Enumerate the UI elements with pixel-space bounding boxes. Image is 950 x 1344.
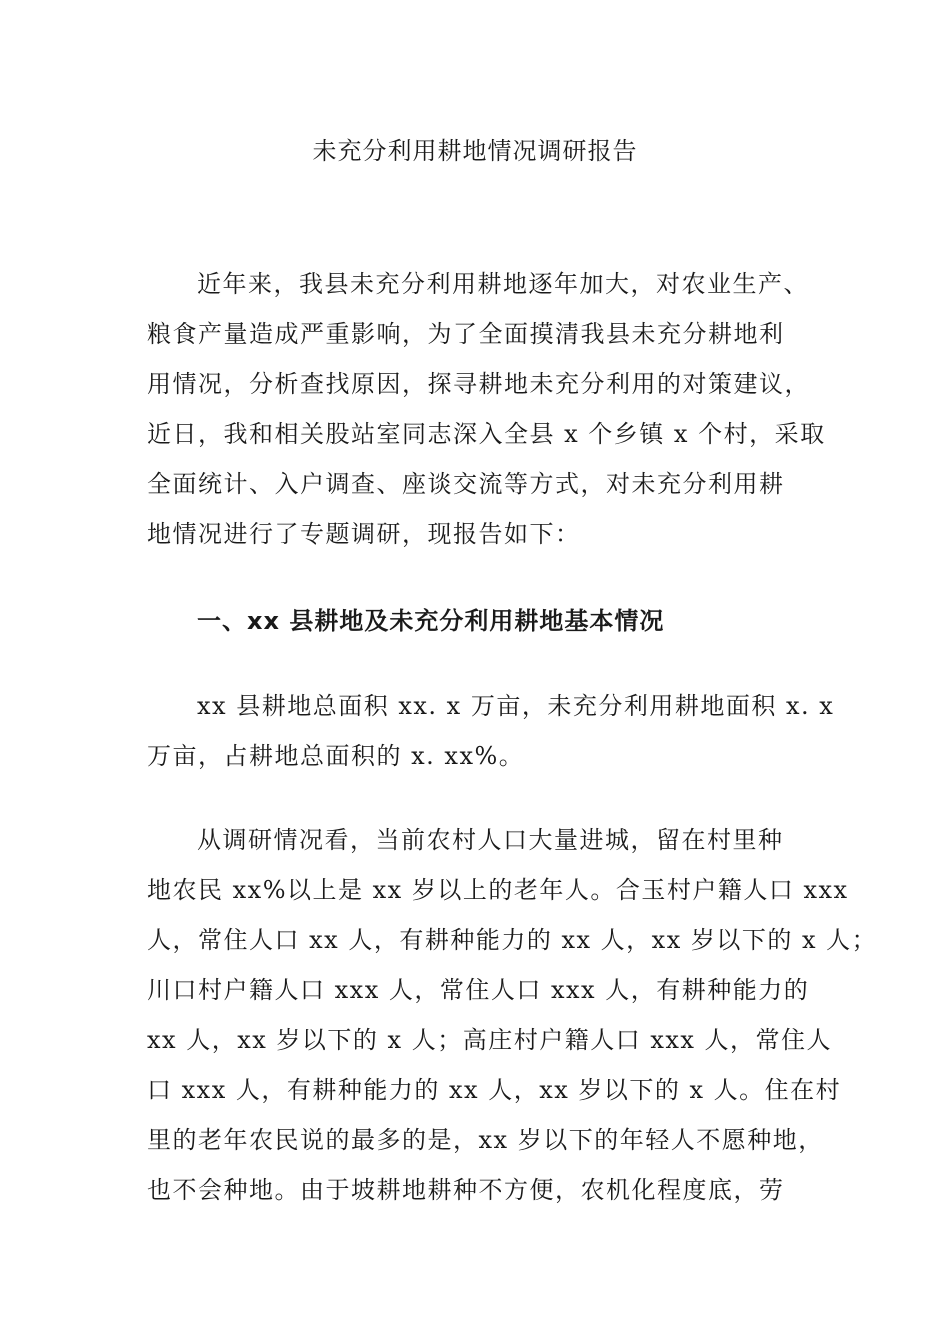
intro-paragraph xyxy=(147,259,826,559)
section-heading: 一、xx 县耕地及未充分利用耕地基本情况 xyxy=(197,607,665,635)
population-line: 从调研情况看，当前农村人口大量进城，留在村里种 xyxy=(197,826,784,854)
intro-line: 地情况进行了专题调研，现报告如下： xyxy=(147,520,581,548)
intro-line: 近日，我和相关股站室同志深入全县 x 个乡镇 x 个村，采取 xyxy=(147,420,826,448)
population-line: 地农民 xx%以上是 xx 岁以上的老年人。合玉村户籍人口 xxx xyxy=(147,876,849,904)
area-line: 万亩，占耕地总面积的 x. xx%。 xyxy=(147,742,525,770)
population-line: 也不会种地。由于坡耕地耕种不方便，农机化程度底，劳 xyxy=(147,1176,785,1204)
population-line: 口 xxx 人，有耕种能力的 xx 人，xx 岁以下的 x 人。住在村 xyxy=(147,1076,842,1104)
intro-line: 全面统计、入户调查、座谈交流等方式，对未充分利用耕 xyxy=(147,470,785,498)
intro-line: 用情况，分析查找原因，探寻耕地未充分利用的对策建议， xyxy=(147,370,810,398)
document-title: 未充分利用耕地情况调研报告 xyxy=(312,137,638,165)
population-line: 川口村户籍人口 xxx 人，常住人口 xxx 人，有耕种能力的 xyxy=(147,976,810,1004)
population-paragraph xyxy=(147,815,878,1215)
area-paragraph xyxy=(147,681,835,781)
intro-line: 粮食产量造成严重影响，为了全面摸清我县未充分耕地利 xyxy=(147,320,785,348)
intro-line: 近年来，我县未充分利用耕地逐年加大，对农业生产、 xyxy=(197,270,809,298)
population-line: xx 人，xx 岁以下的 x 人；高庄村户籍人口 xxx 人，常住人 xyxy=(147,1026,833,1054)
population-line: 人，常住人口 xx 人，有耕种能力的 xx 人，xx 岁以下的 x 人； xyxy=(147,926,878,954)
area-line: xx 县耕地总面积 xx. x 万亩，未充分利用耕地面积 x. x xyxy=(197,692,835,720)
population-line: 里的老年农民说的最多的是，xx 岁以下的年轻人不愿种地， xyxy=(147,1126,824,1154)
